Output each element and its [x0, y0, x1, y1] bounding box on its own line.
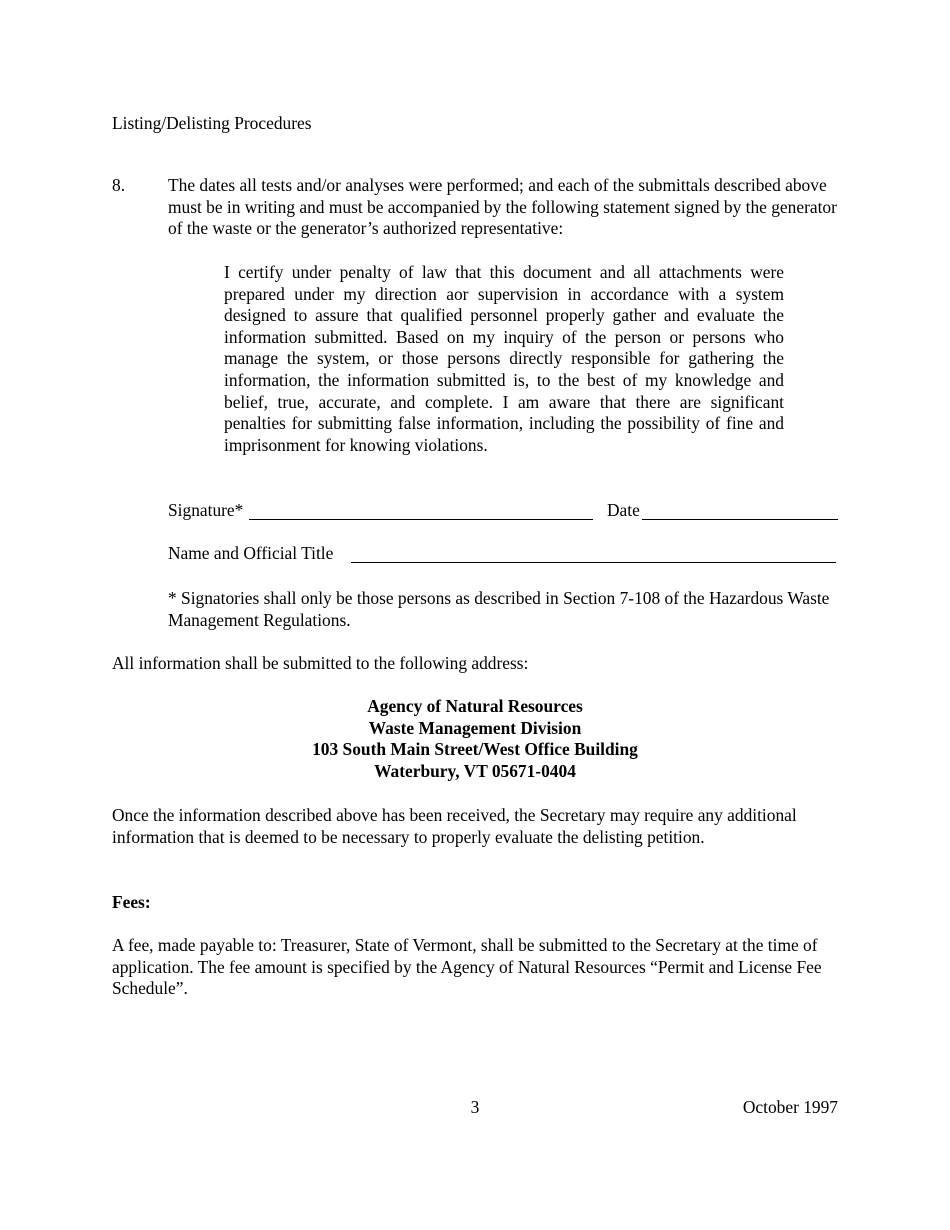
signatory-footnote: * Signatories shall only be those persons as described in Section 7-108 of the Hazardous Waste Management Regulations.: [168, 588, 830, 630]
signature-field[interactable]: [249, 500, 593, 520]
item-text: The dates all tests and/or analyses were performed; and each of the submittals described above must be in writing and must be accompanied by the following statement signed by the generator of the waste or the generator’s authorized representative:: [168, 175, 837, 239]
signature-label: Signature*: [168, 500, 244, 520]
fees-heading: Fees:: [112, 892, 151, 912]
submit-instruction: All information shall be submitted to the following address:: [112, 653, 529, 673]
footer-date: October 1997: [742, 1097, 838, 1117]
address-line: Waste Management Division: [368, 717, 582, 738]
certification-statement: I certify under penalty of law that this document and all attachments were prepared under my direction aor supervision in accordance with a system designed to assure that qualified personnel properly gather and evaluate the information submitted. Based on my inquiry of the person or persons who manage the system, or those persons directly responsible for gathering the information, the information submitted is, to the best of my knowledge and belief, true, accurate, and complete. I am aware that there are significant penalties for submitting false information, including the possibility of fine and imprisonment for knowing violations.: [224, 262, 784, 455]
mailing-address: [112, 696, 838, 782]
page-number: 3: [470, 1097, 480, 1117]
fees-paragraph: A fee, made payable to: Treasurer, State of Vermont, shall be submitted to the Secretary at the time of application. The fee amount is specified by the Agency of Natural Resources “Permit and License Fee Schedule”.: [112, 935, 822, 999]
additional-info-paragraph: Once the information described above has been received, the Secretary may require any additional information that is deemed to be necessary to properly evaluate the delisting petition.: [112, 805, 797, 847]
name-title-label: Name and Official Title: [168, 543, 334, 563]
address-line: Waterbury, VT 05671-0404: [374, 760, 576, 781]
name-title-field[interactable]: [351, 543, 836, 563]
date-field[interactable]: [642, 500, 838, 520]
page-header: Listing/Delisting Procedures: [112, 113, 312, 133]
date-label: Date: [607, 500, 640, 520]
address-line: Agency of Natural Resources: [367, 696, 583, 716]
item-number: 8.: [112, 175, 126, 195]
address-line: 103 South Main Street/West Office Building: [312, 739, 638, 760]
